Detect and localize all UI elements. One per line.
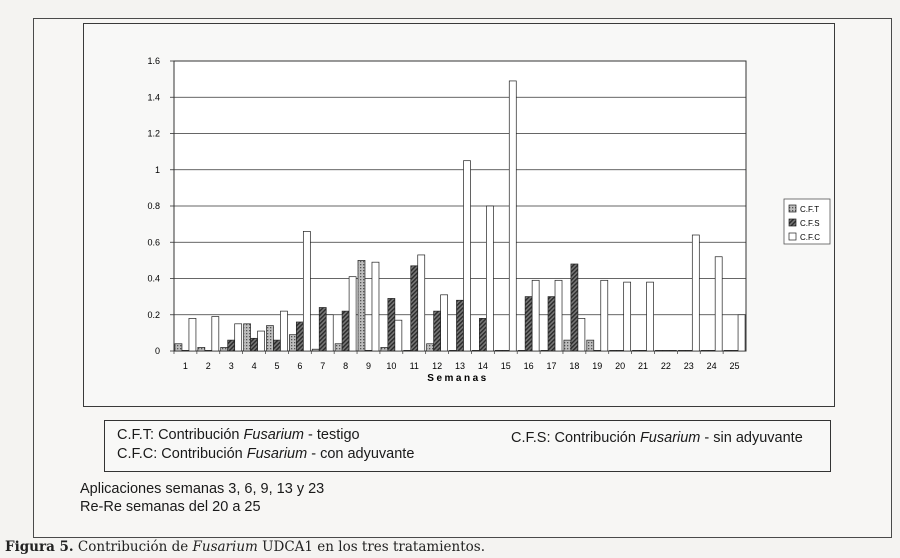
- bar-cfs-10: [388, 298, 395, 351]
- bar-cfs-4: [251, 338, 258, 351]
- bar-cft-6: [289, 335, 296, 351]
- bar-cft-23: [678, 350, 685, 351]
- bar-cfc-1: [189, 318, 196, 351]
- bar-cfc-3: [235, 324, 242, 351]
- bar-cfs-24: [708, 350, 715, 351]
- bar-cfc-20: [624, 282, 631, 351]
- figure-caption: Figura 5. Contribución de Fusarium UDCA1 en los tres tratamientos.: [5, 539, 485, 555]
- bar-cft-7: [312, 349, 319, 351]
- x-tick-label: 21: [638, 361, 649, 371]
- bar-cft-9: [358, 260, 365, 351]
- definitions-box: [104, 420, 831, 472]
- bar-cft-22: [655, 350, 662, 351]
- bar-cft-20: [610, 350, 617, 351]
- bar-cft-18: [564, 340, 571, 351]
- x-tick-label: 7: [320, 361, 326, 371]
- bar-cfs-12: [434, 311, 441, 351]
- bar-cft-11: [404, 350, 411, 351]
- bar-cfs-5: [273, 340, 280, 351]
- definition-cft: C.F.T: Contribución Fusarium - testigo: [117, 427, 360, 443]
- bar-cfc-9: [372, 262, 379, 351]
- bar-cfs-16: [525, 297, 532, 351]
- legend-label: C.F.S: [800, 219, 820, 228]
- bar-cft-1: [175, 344, 182, 351]
- x-tick-label: 14: [477, 361, 488, 371]
- bar-cfc-2: [212, 317, 219, 351]
- x-tick-label: 22: [660, 361, 671, 371]
- x-tick-label: 8: [343, 361, 349, 371]
- chart-legend: [784, 199, 830, 244]
- y-tick-label: 0.2: [147, 309, 160, 320]
- x-tick-label: 4: [251, 361, 257, 371]
- bar-cfc-4: [258, 331, 265, 351]
- bar-cft-8: [335, 344, 342, 351]
- bar-cfs-7: [319, 308, 326, 352]
- bar-cfc-7: [326, 315, 333, 351]
- bar-cft-24: [701, 350, 708, 351]
- y-tick-label: 0: [154, 346, 160, 356]
- legend-swatch: [789, 205, 796, 212]
- bar-chart: [84, 24, 834, 406]
- y-tick-label: 0.8: [147, 201, 160, 211]
- bar-cft-25: [724, 350, 731, 351]
- bar-cfs-25: [731, 350, 738, 351]
- x-tick-label: 18: [569, 361, 580, 371]
- bar-cfs-20: [617, 350, 624, 351]
- bar-cfs-11: [411, 266, 418, 351]
- bar-cfs-18: [571, 264, 578, 351]
- bar-cft-16: [518, 350, 525, 351]
- chart-frame: [83, 23, 835, 407]
- bar-cfc-14: [486, 206, 493, 351]
- bar-cft-12: [427, 344, 434, 351]
- bar-cfs-21: [640, 350, 647, 351]
- legend-label: C.F.C: [800, 233, 820, 242]
- bar-cfc-22: [669, 350, 676, 351]
- bar-cfc-16: [532, 280, 539, 351]
- y-tick-label: 0.4: [147, 273, 160, 284]
- x-tick-label: 10: [386, 361, 397, 371]
- bar-cfs-6: [296, 322, 303, 351]
- bar-cfc-24: [715, 257, 722, 351]
- bar-cfs-8: [342, 311, 349, 351]
- x-tick-label: 2: [205, 361, 211, 371]
- y-tick-label: 1.6: [147, 56, 160, 66]
- bar-cfc-5: [280, 311, 287, 351]
- bar-cft-19: [587, 340, 594, 351]
- y-tick-label: 1: [154, 164, 160, 175]
- bar-cfs-19: [594, 350, 601, 351]
- bar-cft-13: [450, 350, 457, 351]
- re-re-note: Re-Re semanas del 20 a 25: [80, 499, 261, 515]
- definition-cfc: C.F.C: Contribución Fusarium - con adyuvante: [117, 446, 415, 462]
- bar-cfs-13: [457, 300, 464, 351]
- legend-swatch: [789, 233, 796, 240]
- bar-cft-17: [541, 350, 548, 351]
- bar-cfs-1: [182, 350, 189, 351]
- bar-cfc-23: [692, 235, 699, 351]
- bar-cfc-25: [738, 315, 745, 351]
- bar-cfc-12: [441, 295, 448, 351]
- x-tick-label: 19: [592, 361, 603, 371]
- x-tick-label: 20: [615, 361, 626, 371]
- x-tick-label: 6: [297, 361, 303, 371]
- bar-cfs-23: [685, 350, 692, 351]
- bar-cft-3: [221, 347, 228, 351]
- bar-cfs-15: [502, 350, 509, 351]
- x-tick-label: 1: [182, 361, 188, 371]
- bar-cfc-6: [303, 231, 310, 351]
- x-tick-label: 5: [274, 361, 280, 371]
- x-tick-label: 15: [500, 361, 511, 371]
- x-tick-label: 12: [432, 361, 443, 371]
- bar-cfc-17: [555, 280, 562, 351]
- bar-cft-15: [495, 350, 502, 351]
- y-tick-label: 1.2: [147, 128, 160, 139]
- bar-cfc-11: [418, 255, 425, 351]
- bar-cfs-17: [548, 297, 555, 351]
- bar-cfs-22: [662, 350, 669, 351]
- bar-cft-14: [472, 350, 479, 351]
- bar-cfc-15: [509, 81, 516, 351]
- bar-cfc-10: [395, 320, 402, 351]
- y-tick-label: 0.6: [147, 237, 160, 248]
- x-tick-label: 16: [523, 361, 534, 371]
- bar-cfc-19: [601, 280, 608, 351]
- bar-cft-10: [381, 347, 388, 351]
- y-tick-label: 1.4: [147, 92, 160, 103]
- applications-note: Aplicaciones semanas 3, 6, 9, 13 y 23: [80, 481, 325, 497]
- bar-cfs-2: [205, 350, 212, 351]
- x-tick-label: 9: [365, 361, 371, 371]
- bar-cfc-8: [349, 277, 356, 351]
- x-tick-label: 17: [546, 361, 557, 371]
- bar-cft-4: [244, 324, 251, 351]
- x-tick-label: 23: [683, 361, 694, 371]
- bar-cft-21: [633, 350, 640, 351]
- bar-cfc-18: [578, 318, 585, 351]
- legend-swatch: [789, 219, 796, 226]
- bar-cft-2: [198, 347, 205, 351]
- bar-cfc-21: [647, 282, 654, 351]
- definition-cfs: C.F.S: Contribución Fusarium - sin adyuvante: [511, 430, 803, 446]
- x-tick-label: 25: [729, 361, 740, 371]
- x-tick-label: 11: [409, 361, 419, 371]
- bar-cfs-9: [365, 350, 372, 351]
- legend-label: C.F.T: [800, 205, 820, 214]
- x-axis-title: Semanas: [427, 373, 489, 384]
- x-tick-label: 13: [454, 361, 466, 371]
- x-tick-label: 3: [228, 361, 234, 371]
- bar-cfs-3: [228, 340, 235, 351]
- x-tick-label: 24: [706, 361, 717, 371]
- bar-cfs-14: [479, 318, 486, 351]
- bar-cft-5: [266, 326, 273, 351]
- bar-cfc-13: [464, 161, 471, 351]
